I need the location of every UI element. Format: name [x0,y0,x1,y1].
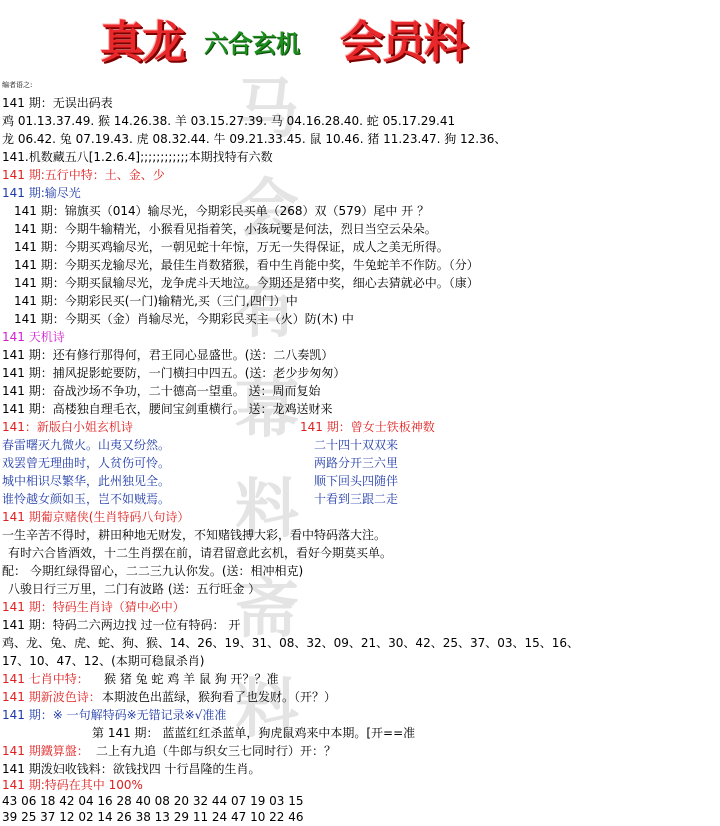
watermark-char: 会 [235,172,299,247]
line-numbers-1: 鸡、龙、兔、虎、蛇、狗、猴、14、26、19、31、08、32、09、21、30、42、25、37、03、15、16、 [2,636,580,650]
line-machine-numbers: 141.机数藏五八[1.2.6.4];;;;;;;;;;;;本期找特有六数 [2,150,273,164]
header-banner [100,6,520,68]
line-gambler-3: 配： 今期红绿得留心，二二三九认你发。(送：相冲相克) [2,564,304,578]
title-part-a: 真龙 [100,17,184,68]
line-lose-all-5: 141 期：今期买鼠输尽光，龙争虎斗天地泣。今期还是猪中奖，细心去猜就必中。（康） [14,276,479,290]
line-lose-all-title: 141 期:输尽光 [2,186,81,200]
line-zeng-2: 两路分开三六里 [314,456,399,470]
line-zeng-title: 141 期：曾女士铁板神数 [300,420,435,434]
line-heaven-poem-4: 141 期：高楼独自理毛衣，腰间宝剑重横行。 送：龙鸡送财来 [2,402,333,416]
line-issue-141: 第 141 期： 蓝蓝红红杀蓝单，狗虎鼠鸡来中本期。[开==准 [92,726,416,740]
line-lose-all-3: 141 期：今期买鸡输尽光，一朝见蛇十年惊，万无一失得保证，成人之美无所得。 [14,240,449,254]
line-lose-all-6: 141 期：今期彩民买(一门)输精光,买（三门,四门）中 [14,294,298,308]
watermark-char: 斋 [235,572,299,647]
watermark-char: 幕 [235,372,299,447]
line-lose-all-7: 141 期：今期买（金）肖输尽光，今期彩民买主（火）防(木) 中 [14,312,354,326]
line-shrew-money: 141 期泼妇收钱料：欲钱找四 十行昌隆的生肖。 [2,762,261,776]
title-part-b: 六合玄机 [204,29,300,58]
watermark-char: 料 [235,672,299,747]
watermark-char: 马 [235,72,299,147]
line-five-elements: 141 期:五行中特：土、金、少 [2,168,165,182]
title-part-c: 会员料 [340,17,466,68]
line-abacus-label: 141 期鐵算盤： [2,744,89,758]
line-zeng-3: 顺下回头四随伴 [314,474,399,488]
line-gambler-2: 有时六合皆酒效，十二生肖摆在前，请君留意此玄机，看好今期莫买单。 [8,546,393,560]
line-one-phrase: 141 期：※ 一句解特码※无错记录※√准准 [2,708,227,722]
line-number-list-2: 39 25 37 12 02 14 26 38 13 29 11 24 47 10 22 46 [2,810,304,824]
line-gambler-4: 八骏日行三万里，二门有波路 (送：五行旺金 ） [8,582,261,596]
line-lose-all-2: 141 期：今期牛输精光，小猴看见指着笑，小孩玩要是何法，烈日当空云朵朵。 [14,222,437,236]
line-heaven-poem-title: 141 天机诗 [2,330,65,344]
line-special-zodiac-title: 141 期：特码生肖诗（猜中必中） [2,600,185,614]
line-no-error-table: 141 期：无误出码表 [2,96,113,110]
line-gambler-1: 一生辛苦不得时，耕田种地无财发，不知赌钱搏大彩，看中特码落大注。 [2,528,387,542]
line-zeng-1: 二十四十双双来 [314,438,399,452]
line-lose-all-1: 141 期：锦旗买（014）输尽光，今期彩民买单（268）双（579）尾中 开 ？ [14,204,430,218]
line-numbers-2: 17、10、47、12、(本期可稳鼠杀肖) [2,654,205,668]
editor-note: 编者语之: [2,81,33,89]
line-seven-zodiac-value: 猴 猪 兔 蛇 鸡 羊 鼠 狗 开？？准 [104,672,279,686]
line-abacus-value: 二上有九追（牛郎与织女三七同时行）开：？ [96,744,337,758]
watermark-char: 料 [235,472,299,547]
line-bai-poem-4: 谁怜越女颜如玉，岂不如贼焉。 [2,492,171,506]
line-number-list-1: 43 06 18 42 04 16 28 40 08 20 32 44 07 19 03 15 [2,794,304,808]
line-heaven-poem-3: 141 期：奋战沙场不争功，二十德高一望重。 送：周而复始 [2,384,321,398]
line-gambler-title: 141 期葡京赌侠(生肖特码八句诗） [2,510,190,524]
line-bai-poem-1: 春雷曙灭九微火。山夷又纷然。 [2,438,171,452]
line-heaven-poem-2: 141 期：捕风捉影蛇要防，一门横扫中四五。(送：老少步匆匆） [2,366,346,380]
line-bai-poem-2: 戏罢曾无理曲时，人贫伤可怜。 [2,456,171,470]
watermark-char: 有 [235,272,299,347]
line-special-two-six: 141 期：特码二六两边找 过一位有特码： 开 [2,618,241,632]
line-seven-zodiac-label: 141 七肖中特： [2,672,89,686]
line-zodiac-numbers-2: 龙 06.42. 兔 07.19.43. 虎 08.32.44. 牛 09.21.33.45. 鼠 10.46. 猪 11.23.47. 狗 12.36、 [2,132,507,146]
line-wave-color-label: 141 期新波色诗： [2,690,101,704]
line-lose-all-4: 141 期：今期买龙输尽光，最佳生肖数猪猴，看中生肖能中奖，牛兔蛇羊不作防。（分） [14,258,479,272]
line-bai-poem-3: 城中相识尽繁华，此州独见全。 [2,474,171,488]
line-heaven-poem-1: 141 期：还有修行那得何，君王同心显盛世。(送：二八奏凯） [2,348,334,362]
line-wave-color-value: 本期波色出蓝绿，猴狗看了也发财。（开？） [102,690,337,704]
line-bai-poem-title: 141：新版白小姐玄机诗 [2,420,133,434]
line-zeng-4: 十看到三跟二走 [314,492,399,506]
line-zodiac-numbers-1: 鸡 01.13.37.49. 猴 14.26.38. 羊 03.15.27.39. 马 04.16.28.40. 蛇 05.17.29.41 [2,114,456,128]
line-special-in-it: 141 期:特码在其中 100% [2,778,143,792]
